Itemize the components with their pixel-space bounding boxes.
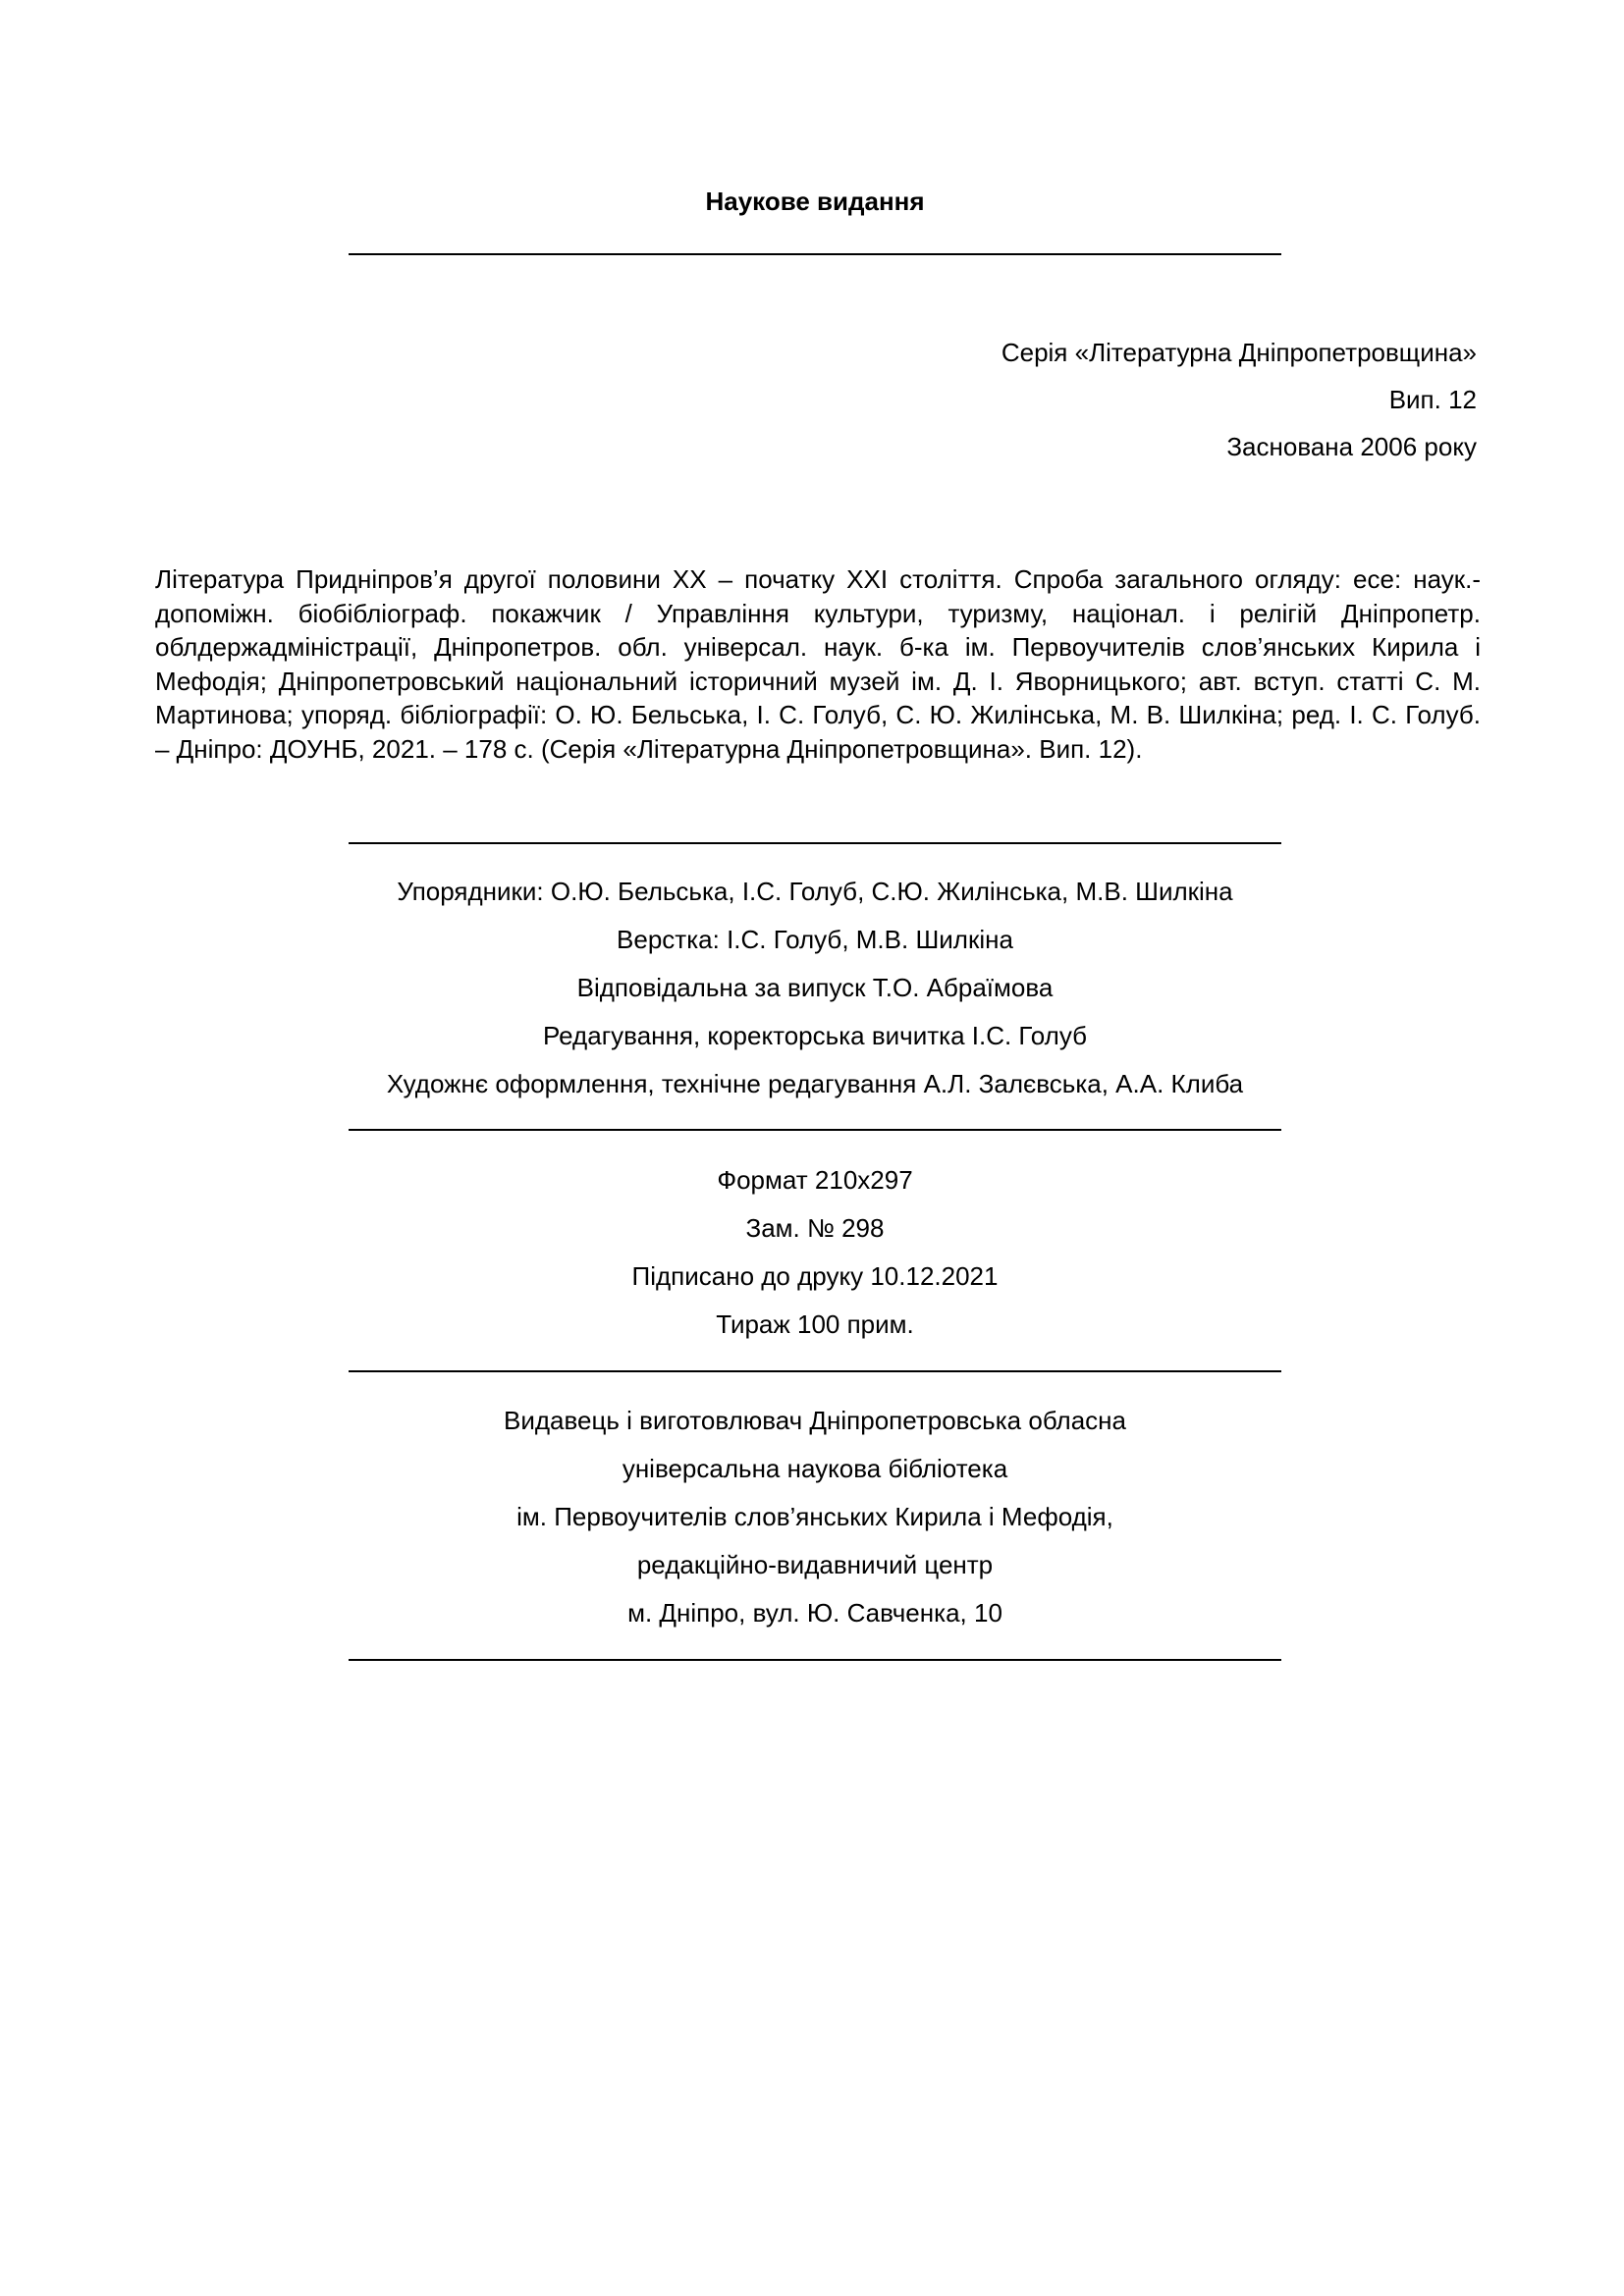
credits-block	[349, 868, 1281, 1108]
publisher-line-4: редакційно-видавничий центр	[636, 1550, 994, 1579]
publisher-line-2: універсальна наукова бібліотека	[622, 1454, 1008, 1483]
publisher-line-1: Видавець і виготовлювач Дніпропетровська обласна	[504, 1406, 1126, 1435]
publisher-address: м. Дніпро, вул. Ю. Савченка, 10	[627, 1598, 1002, 1628]
divider-publisher-top	[349, 1370, 1281, 1372]
print-run: Тираж 100 прим.	[716, 1309, 914, 1339]
print-format: Формат 210x297	[717, 1165, 913, 1195]
divider-top	[349, 253, 1281, 255]
credits-compilers: Упорядники: О.Ю. Бельська, І.С. Голуб, С.Ю. Жилінська, М.В. Шилкіна	[397, 877, 1233, 906]
series-founded: Заснована 2006 року	[1226, 432, 1477, 461]
divider-print-top	[349, 1129, 1281, 1131]
series-info	[1001, 329, 1477, 470]
divider-credits-top	[349, 842, 1281, 844]
publisher-line-3: ім. Первоучителів слов’янських Кирила і Мефодія,	[516, 1502, 1113, 1531]
print-info-block	[349, 1156, 1281, 1349]
bibliographic-description: Література Придніпров’я другої половини XX – початку XXI століття. Спроба загального огляду: есе: наук.-допоміжн. біобібліограф. покажчик / Управління культури, туризму, націонал. і релігій Дніпропетр. облдержадміністрації, Дніпропетров. обл. універсал. наук. б-ка ім. Первоучителів слов’янських Кирила і Мефодія; Дніпропетровський національний історичний музей ім. Д. І. Яворницького; авт. вступ. статті С. М. Мартинова; упоряд. бібліографії: О. Ю. Бельська, І. С. Голуб, С. Ю. Жилінська, М. В. Шилкіна; ред. І. С. Голуб. – Дніпро: ДОУНБ, 2021. – 178 с. (Серія «Літературна Дніпропетровщина». Вип. 12).	[155, 564, 1481, 764]
publisher-block	[349, 1397, 1281, 1637]
credits-responsible: Відповідальна за випуск Т.О. Абраїмова	[576, 973, 1054, 1002]
credits-design: Художнє оформлення, технічне редагування А.Л. Залєвська, А.А. Клиба	[386, 1069, 1244, 1098]
credits-editing: Редагування, коректорська вичитка І.С. Голуб	[542, 1021, 1088, 1050]
print-order: Зам. № 298	[745, 1213, 885, 1243]
print-signed: Підписано до друку 10.12.2021	[631, 1261, 999, 1291]
divider-bottom	[349, 1659, 1281, 1661]
series-name: Серія «Літературна Дніпропетровщина»	[1001, 338, 1477, 367]
page-title: Наукове видання	[705, 187, 925, 216]
series-issue: Вип. 12	[1388, 385, 1477, 414]
credits-layout: Верстка: І.С. Голуб, М.В. Шилкіна	[617, 925, 1013, 954]
